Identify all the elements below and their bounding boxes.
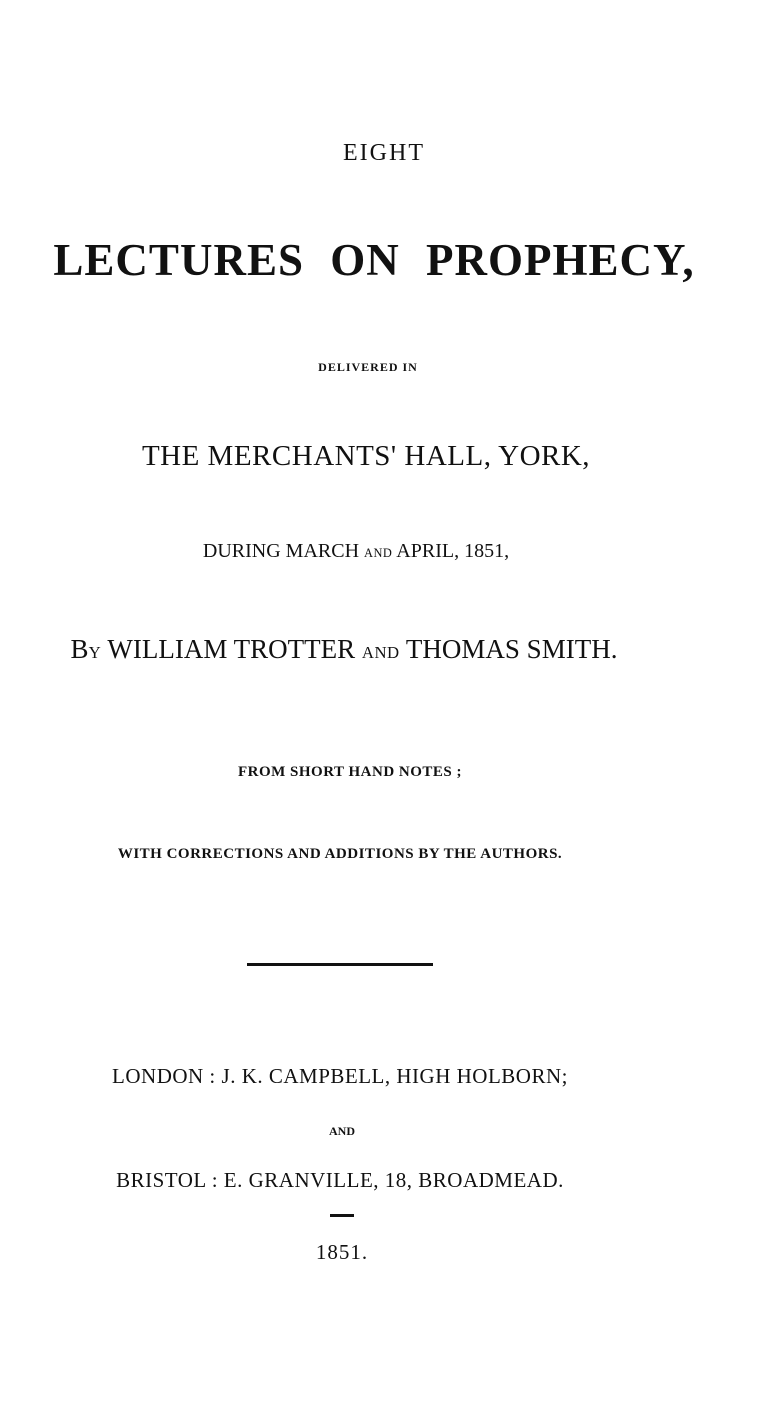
imprint-and: AND	[329, 1124, 355, 1138]
date-and: AND	[364, 546, 393, 560]
short-rule	[330, 1214, 354, 1217]
author-1: WILLIAM TROTTER	[107, 634, 356, 664]
imprint-year: 1851.	[315, 1240, 369, 1264]
authors-and: AND	[361, 643, 400, 662]
date-part-2: APRIL, 1851,	[396, 540, 510, 562]
corrections-line: WITH CORRECTIONS AND ADDITIONS BY THE AUTHORS.	[117, 846, 563, 862]
by-rest: Y	[88, 643, 102, 662]
imprint-london: LONDON : J. K. CAMPBELL, HIGH HOLBORN;	[112, 1064, 568, 1088]
imprint-bristol: BRISTOL : E. GRANVILLE, 18, BROADMEAD.	[116, 1168, 564, 1192]
delivered-in-label: DELIVERED IN	[318, 360, 418, 374]
heading-eight: EIGHT	[343, 140, 425, 166]
venue-line: THE MERCHANTS' HALL, YORK,	[141, 440, 591, 472]
from-notes-line: FROM SHORT HAND NOTES ;	[237, 764, 463, 780]
main-title: LECTURES ON PROPHECY,	[53, 235, 695, 285]
by-initial: B	[70, 634, 89, 664]
date-part-1: DURING MARCH	[202, 540, 360, 562]
authors-line	[0, 634, 728, 665]
date-line	[0, 540, 740, 563]
horizontal-rule	[247, 963, 433, 966]
author-2: THOMAS SMITH.	[405, 634, 618, 664]
